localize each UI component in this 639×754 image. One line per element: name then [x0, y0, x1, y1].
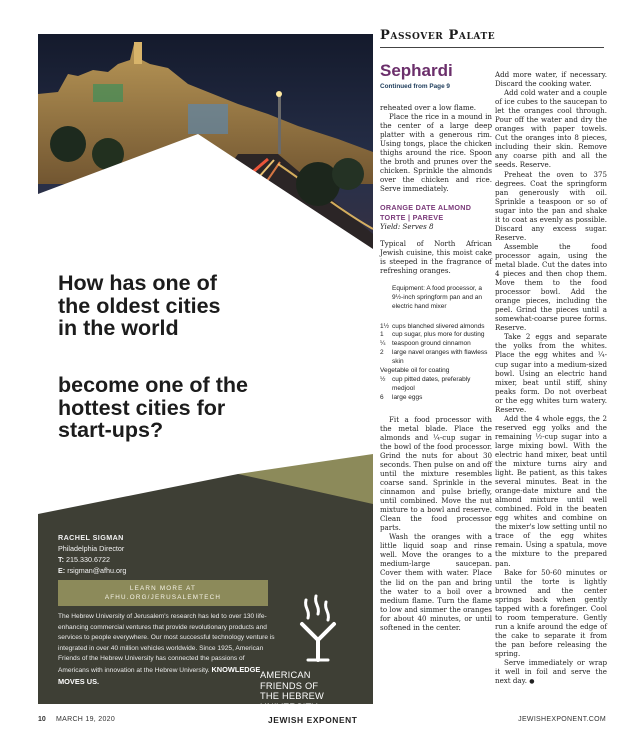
recipe-step: Take 2 eggs and separate the yolks from the whites. Place the egg whites and ¼-cup sugar into a medium-sized bowl. Using an electric hand mixer, beat until stiff, shiny peaks form. Do not overbeat or the egg whites turn watery. Reserve.: [495, 332, 607, 414]
page-number: 10: [38, 716, 46, 723]
article-title: Sephardi: [380, 61, 453, 80]
continued-from: Continued from Page 9: [380, 83, 450, 90]
ad-contact-info: [58, 532, 126, 576]
ingredient-item: [380, 394, 492, 403]
ingredient-name: teaspoon ground cinnamon: [392, 340, 471, 348]
ingredient-qty: ½: [380, 375, 386, 383]
recipe-step: Wash the oranges with a little liquid soap and rinse well. Move the oranges to a medium-large saucepan. Cover them with water. Place the lid on the pan and bring the water to a boil over a medium flame. Turn the flame to low and simmer the oranges for about 40 minutes, or until softened in the center.: [380, 532, 492, 632]
ingredient-item: [380, 340, 492, 349]
learn-more-line1: LEARN MORE AT: [129, 585, 197, 592]
ad-organization-name: [260, 670, 370, 712]
recipe-step: Add more water, if necessary. Discard the cooking water.: [495, 70, 607, 89]
paragraph: reheated over a low flame.: [380, 103, 477, 112]
learn-more-url[interactable]: AFHU.ORG/JERUSALEMTECH: [104, 594, 222, 601]
ingredient-item: [380, 376, 492, 394]
headline-line: in the world: [58, 316, 179, 340]
recipe-yield: Yield: Serves 8: [380, 222, 434, 232]
recipe-step: [495, 658, 607, 686]
page-footer: [38, 716, 606, 730]
phone-label: T:: [58, 555, 64, 564]
org-line: FRIENDS OF: [260, 680, 319, 691]
section-divider: [380, 47, 604, 48]
ingredient-qty: 2: [380, 349, 384, 357]
recipe-intro: Typical of North African Jewish cuisine, this moist cake is steeped in the fragrance of refreshing oranges.: [380, 239, 492, 276]
article-column-1: [380, 62, 492, 632]
paragraph: Place the rice in a mound in the center of a large deep platter with a generous rim. Using tongs, place the chicken thighs around the rice. Spoon the broth and prunes over the chicken. Sprinkle the almonds over the chicken and rice. Serve immediately.: [380, 112, 492, 194]
headline-line: start-ups?: [58, 418, 164, 442]
ad-body-text: [58, 612, 276, 688]
ingredient-qty: 6: [380, 393, 384, 401]
ingredient-name: large navel oranges with flawless skin: [392, 349, 488, 366]
headline-line: become one of the: [58, 373, 248, 397]
flame-logo-icon: [288, 594, 348, 664]
recipe-step: Fit a food processor with the metal blade. Place the almonds and ¼-cup sugar in the bowl of the food processor. Grind the nuts for about 30 seconds. Then pulse on and off until the mixture resembles coarse sand. Sprinkle in the cinnamon and pulse briefly, until combined. Move the nut mixture to a bowl and reserve. Clean the food processor parts.: [380, 414, 492, 533]
ingredient-name: cup pitted dates, preferably medjool: [392, 375, 471, 392]
issue-date: MARCH 19, 2020: [56, 716, 116, 723]
ingredient-qty: 1: [380, 331, 384, 339]
ingredient-item: [380, 367, 492, 376]
recipe-equipment: Equipment: A food processor, a 9½-inch springform pan and an electric hand mixer: [392, 284, 482, 310]
headline-line: How has one of: [58, 271, 217, 295]
org-line: THE HEBREW: [260, 691, 324, 702]
contact-email[interactable]: rsigman@afhu.org: [67, 566, 127, 575]
ingredient-name: cups blanched slivered almonds: [392, 322, 485, 330]
learn-more-banner[interactable]: [58, 580, 268, 606]
recipe-step: Assemble the food processor again, using the metal blade. Cut the dates into 4 pieces and then chop them. Move them to the food processor bowl. Add the orange pieces, including the peel. Grind the pieces until a somewhat-coarse puree forms. Reserve.: [495, 241, 607, 333]
ingredient-item: [380, 331, 492, 340]
end-mark-icon: ●: [529, 678, 535, 686]
ingredient-name: Vegetable oil for coating: [380, 367, 450, 375]
ingredient-item: [380, 323, 492, 332]
section-title: Passover Palate: [380, 28, 496, 43]
ingredient-item: [380, 349, 492, 367]
org-line: UNIVERSITY: [260, 701, 318, 712]
email-label: E:: [58, 566, 66, 575]
recipe-title: ORANGE DATE ALMOND TORTE | PAREVE: [380, 203, 472, 222]
headline-line: hottest cities for: [58, 395, 226, 420]
final-step-text: Serve immediately or wrap it well in foil and serve the next day.: [495, 658, 607, 686]
contact-name: RACHEL SIGMAN: [58, 533, 124, 542]
contact-phone[interactable]: 215.330.6722: [66, 555, 110, 564]
ingredient-name: large eggs: [392, 393, 423, 401]
ingredient-qty: ¼: [380, 340, 386, 348]
recipe-step: Add cold water and a couple of ice cubes to the saucepan to let the oranges cool through. Pour off the water and dry the oranges with paper towels. Cut the oranges into 8 pieces, including their skin. Remove any coarse pith and all the seeds. Reserve.: [495, 88, 607, 170]
ingredient-list: [380, 323, 492, 403]
article-column-2: [495, 70, 607, 686]
ad-headline: [58, 272, 358, 442]
ingredient-qty: 1½: [380, 322, 390, 330]
org-line: AMERICAN: [260, 670, 311, 680]
ad-body-copy: The Hebrew University of Jerusalem's research has led to over 130 life-enhancing commercial ventures that provide revolutionary products and services to people everywhere. Our most successful technology venture is integrated in over 40 million vehicles worldwide. Since 1925, American Friends of the Hebrew University has connected the passions of Americans with innovation at the Hebrew University.: [58, 613, 275, 674]
recipe-step: Add the 4 whole eggs, the 2 reserved egg yolks and the remaining ½-cup sugar into a large mixing bowl. With the electric hand mixer, beat until the mixture turns airy and light. Be patient, as this takes several minutes. Beat in the orange-date mixture and the almond mixture until well combined. Fold in the beaten egg whites and combine on the mixer's low setting until no trace of the egg whites remain. Using a spatula, move the mixture to the prepared pan.: [495, 413, 607, 568]
recipe-step: Preheat the oven to 375 degrees. Coat the springform pan generously with oil. Sprinkle a teaspoon or so of sugar into the pan and shake it to coat as evenly as possible. Discard any excess sugar. Reserve.: [495, 169, 607, 242]
contact-title: Philadelphia Director: [58, 544, 125, 553]
advertisement: [38, 34, 373, 712]
headline-line: the oldest cities: [58, 293, 221, 318]
ingredient-name: cup sugar, plus more for dusting: [392, 331, 485, 339]
publication-name: JEWISH EXPONENT: [268, 715, 358, 725]
ad-tagline: KNOWLEDGE MOVES US.: [58, 664, 261, 686]
recipe-step: Bake for 50-60 minutes or until the torte is lightly browned and the center springs back when gently tapped with a forefinger. Cool to room temperature. Gently run a knife around the edge of the cake to separate it from the pan before releasing the spring.: [495, 567, 607, 658]
publication-url[interactable]: JEWISHEXPONENT.COM: [518, 716, 606, 723]
